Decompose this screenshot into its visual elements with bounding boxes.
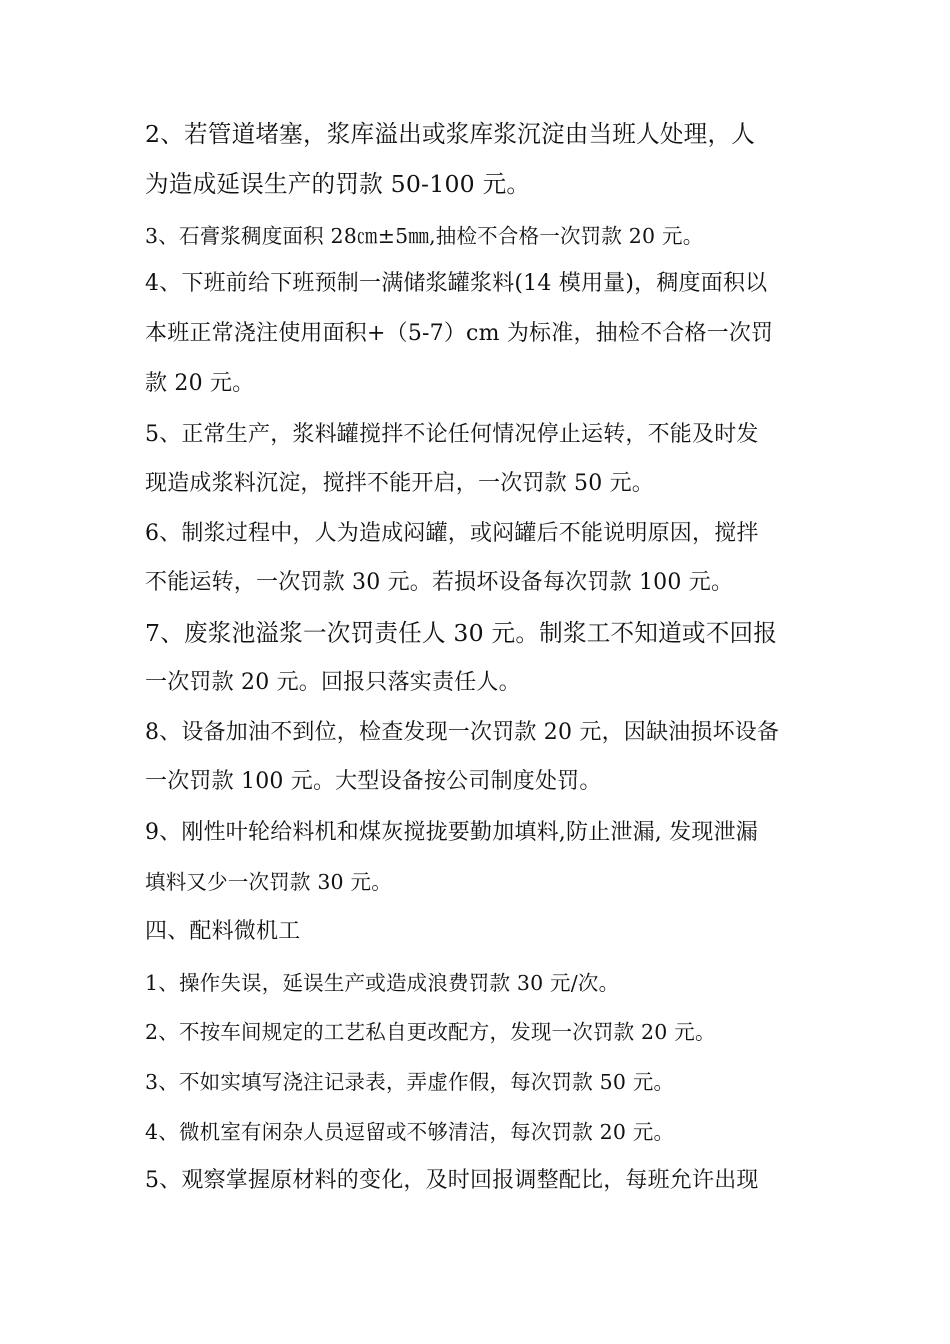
text-line: 4、下班前给下班预制一满储浆罐浆料(14 模用量)，稠度面积以	[145, 271, 768, 296]
text-line: 填料又少一次罚款 30 元。	[145, 870, 392, 894]
text-line: 本班正常浇注使用面积+（5-7）cm 为标准，抽检不合格一次罚	[145, 321, 774, 346]
text-line: 不能运转，一次罚款 30 元。若损坏设备每次罚款 100 元。	[145, 570, 734, 595]
text-line: 9、刚性叶轮给料机和煤灰搅拢要勤加填料,防止泄漏, 发现泄漏	[145, 820, 758, 845]
text-line: 1、操作失误，延误生产或造成浪费罚款 30 元/次。	[145, 971, 620, 995]
text-line: 3、不如实填写浇注记录表，弄虚作假，每次罚款 50 元。	[145, 1070, 675, 1094]
text-line: 5、观察掌握原材料的变化，及时回报调整配比，每班允许出现	[145, 1168, 759, 1193]
text-line: 8、设备加油不到位，检查发现一次罚款 20 元，因缺油损坏设备	[145, 720, 780, 745]
section-heading: 四、配料微机工	[145, 919, 301, 944]
text-line: 现造成浆料沉淀，搅拌不能开启，一次罚款 50 元。	[145, 471, 654, 496]
text-line: 6、制浆过程中，人为造成闷罐，或闷罐后不能说明原因，搅拌	[145, 521, 759, 546]
text-line: 5、正常生产，浆料罐搅拌不论任何情况停止运转，不能及时发	[145, 422, 759, 447]
text-line: 7、废浆池溢浆一次罚责任人 30 元。制浆工不知道或不回报	[145, 619, 778, 647]
text-line: 一次罚款 20 元。回报只落实责任人。	[145, 670, 521, 695]
text-line: 一次罚款 100 元。大型设备按公司制度处罚。	[145, 769, 602, 794]
text-line: 款 20 元。	[145, 371, 255, 396]
text-line: 4、微机室有闲杂人员逗留或不够清洁，每次罚款 20 元。	[145, 1120, 675, 1144]
text-line: 2、不按车间规定的工艺私自更改配方，发现一次罚款 20 元。	[145, 1020, 716, 1044]
text-line: 2、若管道堵塞，浆库溢出或浆库浆沉淀由当班人处理，人	[145, 120, 756, 148]
text-line: 3、石膏浆稠度面积 28㎝±5㎜,抽检不合格一次罚款 20 元。	[145, 224, 704, 248]
text-line: 为造成延误生产的罚款 50-100 元。	[145, 170, 531, 198]
